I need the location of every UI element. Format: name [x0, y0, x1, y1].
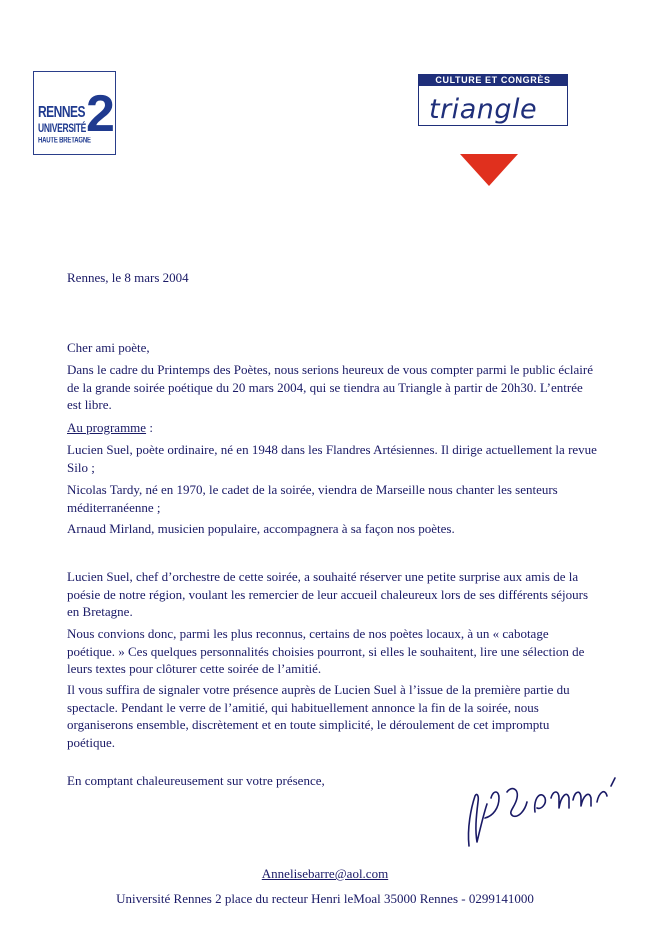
triangle-logo-box: [418, 86, 568, 126]
programme-label: Au programme: [67, 420, 147, 435]
logo-rennes-line1: RENNES: [38, 102, 86, 122]
handwritten-signature: [455, 768, 630, 853]
triangle-logo: [418, 74, 570, 184]
programme-item: Nicolas Tardy, né en 1970, le cadet de la soirée, viendra de Marseille nous chanter les senteurs méditerranéenne ;: [67, 482, 558, 515]
red-triangle-icon: [460, 154, 518, 186]
programme-heading: [67, 419, 153, 437]
letter-closing: En comptant chaleureusement sur votre présence,: [67, 773, 325, 788]
logo-rennes-line2: UNIVERSITÉ: [38, 121, 87, 135]
paragraph-intro: Dans le cadre du Printemps des Poètes, nous serions heureux de vous compter parmi le public éclairé de la grande soirée poétique du 20 mars 2004, qui se tiendra au Triangle à partir de 20h30. L’entrée est libre.: [67, 362, 593, 412]
programme-item: Lucien Suel, poète ordinaire, né en 1948 dans les Flandres Artésiennes. Il dirige actuellement la revue Silo ;: [67, 442, 597, 475]
triangle-logo-band: CULTURE ET CONGRÈS: [418, 74, 568, 86]
programme-suffix: :: [146, 420, 153, 435]
footer-address: Université Rennes 2 place du recteur Henri leMoal 35000 Rennes - 0299141000: [116, 891, 534, 906]
logo-rennes-number: 2: [86, 85, 115, 143]
triangle-logo-word: triangle: [429, 94, 538, 125]
letter-date: Rennes, le 8 mars 2004: [67, 270, 189, 285]
paragraph-suel: Lucien Suel, chef d’orchestre de cette soirée, a souhaité réserver une petite surprise aux amis de la poésie de notre région, voulant les remercier de leur accueil chaleureux lors de ses différents séjours en Bretagne.: [67, 569, 588, 619]
rennes2-logo: [33, 71, 116, 155]
paragraph-presence: Il vous suffira de signaler votre présence auprès de Lucien Suel à l’issue de la première partie du spectacle. Pendant le verre de l’amitié, qui habituellement annonce la fin de la soirée, nous organiserons ensemble, discrètement et en toute simplicité, le déroulement de cet impromptu poétique.: [67, 682, 570, 750]
paragraph-cabotage: Nous convions donc, parmi les plus reconnus, certains de nos poètes locaux, à un « cabotage poétique. » Ces quelques personnalités choisies pourront, si elles le souhaitent, lire une sélection de leurs textes pour clôturer cette soirée de l’amitié.: [67, 626, 585, 676]
footer-email-link[interactable]: Annelisebarre@aol.com: [261, 866, 389, 881]
logo-rennes-line3: HAUTE BRETAGNE: [38, 137, 91, 145]
programme-item: Arnaud Mirland, musicien populaire, accompagnera à sa façon nos poètes.: [67, 521, 455, 536]
letter-greeting: Cher ami poète,: [67, 340, 150, 355]
